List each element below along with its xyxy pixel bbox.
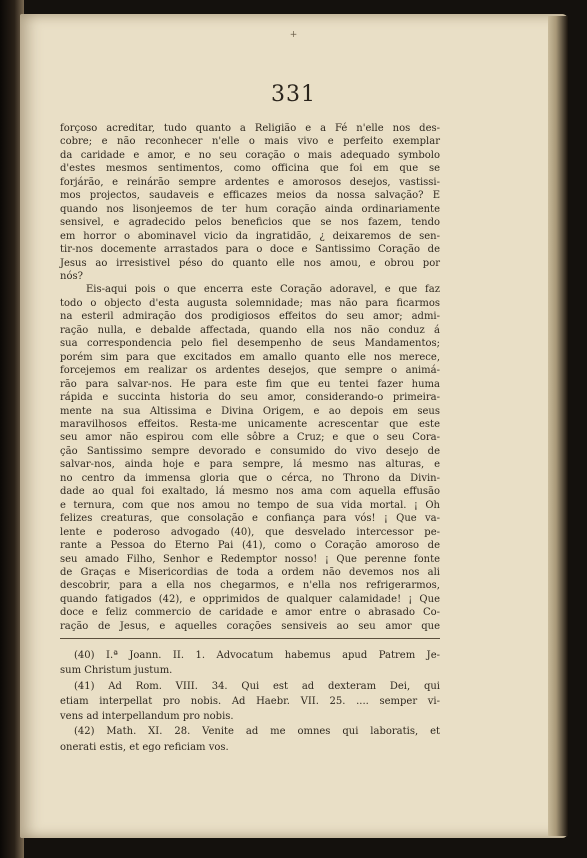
- text-line: cobre; e não reconhecer n'elle o mais vivo e perfeito exemplar: [60, 136, 440, 148]
- text-line: rápida e succinta historia do seu amor, considerando-o primeira-: [60, 392, 440, 404]
- paragraph-end-line: nós?: [60, 270, 83, 282]
- footnote-rule: [60, 638, 440, 639]
- text-line: maravilhosos effeitos. Resta-me unicamente acrescentar que este: [60, 418, 440, 430]
- paragraph-start-line: Eis-aqui pois o que encerra este Coração adoravel, e que faz: [86, 284, 440, 296]
- text-line: dade ao qual foi exaltado, lá mesmo nos ama com aquella effusão: [60, 486, 440, 498]
- text-line: ração nulla, e debalde affectada, quando ella nos não conduz á: [60, 324, 440, 336]
- text-line: forjárão, e reinárão sempre ardentes e amorosos desejos, vastissi-: [60, 176, 440, 188]
- folio-mark: +: [289, 30, 298, 40]
- text-line: rão para salvar-nos. He para este fim que eu tentei fazer huma: [60, 378, 440, 390]
- text-line: porém sim para que excitados em amallo quanto elle nos merece,: [60, 351, 440, 363]
- text-line: d'estes mesmos sentimentos, como officina que foi em que se: [60, 163, 440, 175]
- text-line: ração de Jesus, e aquelles corações sensiveis ao seu amor que: [60, 620, 440, 632]
- footnote-line: vens ad interpellandum pro nobis.: [60, 711, 234, 723]
- text-line: descobrir, para a ella nos chegarmos, e n'ella nos refrigerarmos,: [60, 580, 440, 592]
- text-line: no centro da immensa gloria que o cérca, no Throno da Divin-: [60, 472, 440, 484]
- page-edge: [548, 16, 568, 836]
- footnotes: [60, 648, 440, 755]
- text-line: sua correspondencia pelo fiel desempenho de seus Mandamentos;: [60, 338, 440, 350]
- text-line: forçoso acreditar, tudo quanto a Religião e a Fé n'elle nos des-: [60, 123, 440, 134]
- page-number: 331: [271, 82, 316, 107]
- text-line: seu amado Filho, Senhor e Redemptor nosso! ¡ Que perenne fonte: [60, 553, 440, 565]
- text-line: doce e feliz commercio de caridade e amor entre o abrasado Co-: [60, 607, 440, 619]
- footnote-line: (40) I.ª Joann. II. 1. Advocatum habemus apud Patrem Je-: [74, 650, 440, 661]
- text-line: e ternura, com que nos amou no tempo de sua vida mortal. ¡ Oh: [60, 499, 440, 511]
- footnote-line: (42) Math. XI. 28. Venite ad me omnes qui laboratis, et: [74, 726, 440, 738]
- text-line: seu amor não espirou com elle sôbre a Cruz; e que o seu Cora-: [60, 432, 440, 444]
- text-line: lente e poderoso advogado (40), que desvelado intercessor pe-: [60, 526, 440, 538]
- footnote-line: (41) Ad Rom. VIII. 34. Qui est ad dexteram Dei, qui: [74, 680, 440, 692]
- text-line: forcejemos em realizar os ardentes desejos, que sempre o animá-: [60, 365, 440, 377]
- text-line: felizes creaturas, que consolação e confiança para vós! ¡ Que va-: [60, 513, 440, 525]
- text-line: de Graças e Misericordias de toda a ordem não devemos nos ali: [60, 566, 440, 578]
- footnote-line: etiam interpellat pro nobis. Ad Haebr. VII. 25. .... semper vi-: [60, 695, 440, 707]
- text-line: todo o objecto d'esta augusta solemnidade; mas não para ficarmos: [60, 297, 440, 309]
- text-line: rante a Pessoa do Eterno Pai (41), como o Coração amoroso de: [60, 540, 440, 552]
- text-line: quando nos lisonjeemos de ter hum coração ainda ordinariamente: [60, 203, 440, 215]
- text-line: ção Santissimo sempre devorado e consumido do vivo desejo de: [60, 445, 440, 457]
- text-line: sensivel, e agradecido pelos beneficios que se nos fazem, tendo: [60, 217, 440, 229]
- text-line: em horror o abominavel vicio da ingratidão, ¿ deixaremos de sen-: [60, 230, 440, 242]
- text-line: salvar-nos, ainda hoje e para sempre, lá mesmo nas alturas, e: [60, 459, 440, 471]
- text-line: Jesus ao irresistivel péso do quanto elle nos amou, e obrou por: [60, 257, 440, 269]
- text-line: na esteril admiração dos prodigiosos effeitos do seu amor; admi-: [60, 311, 440, 323]
- text-line: mente na sua Altissima e Divina Origem, e ao depois em seus: [60, 405, 440, 417]
- body-text: [60, 122, 440, 633]
- text-line: tir-nos docemente arrastados para o doce e Santissimo Coração de: [60, 244, 440, 256]
- footnote-line: sum Christum justum.: [60, 665, 173, 677]
- footnote-line: onerati estis, et ego reficiam vos.: [60, 741, 229, 753]
- text-line: da caridade e amor, e no seu coração o mais adequado symbolo: [60, 149, 440, 161]
- text-line: mos projectos, saudaveis e efficazes meios da nossa salvação? E: [60, 190, 440, 202]
- text-line: quando fatigados (42), e opprimidos de qualquer calamidade! ¡ Que: [60, 593, 440, 605]
